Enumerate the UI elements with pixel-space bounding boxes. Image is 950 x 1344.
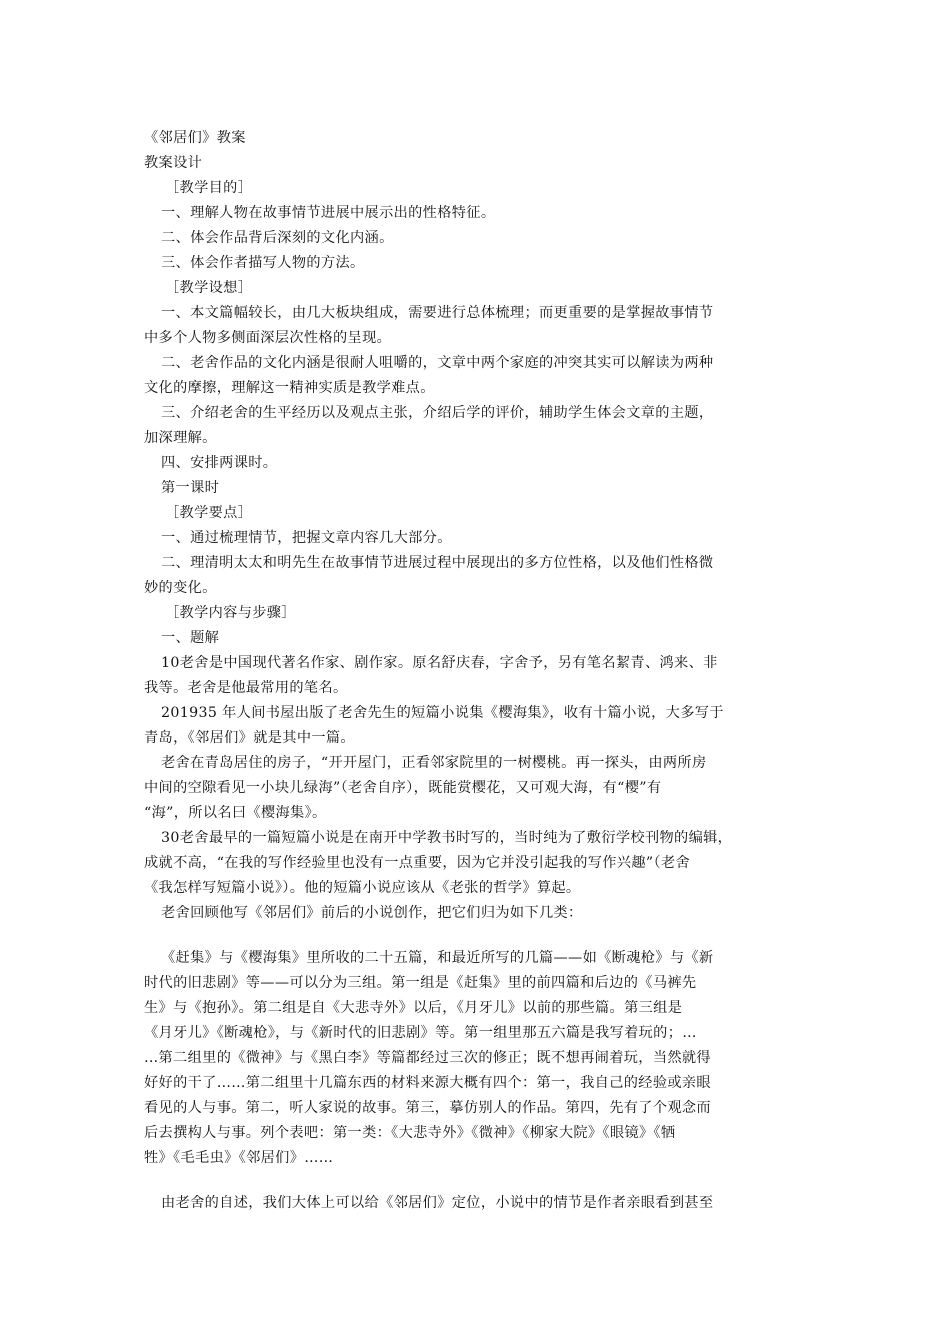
subsection-heading: ［教学设想］ xyxy=(165,280,253,296)
quote-line: 好好的干了……第二组里十几篇东西的材料来源大概有四个：第一，我自己的经验或亲眼 xyxy=(144,1075,711,1091)
paragraph-line: 一、本文篇幅较长，由几大板块组成，需要进行总体梳理；而更重要的是掌握故事情节 xyxy=(161,305,714,321)
paragraph-line: 中间的空隙看见一小块儿绿海”（老舍自序），既能赏樱花，又可观大海，有“樱”有 xyxy=(144,780,662,796)
list-item: 一、通过梳理情节，把握文章内容几大部分。 xyxy=(161,530,452,546)
list-item: 一、理解人物在故事情节进展中展示出的性格特征。 xyxy=(161,205,496,221)
paragraph-line: 成就不高，“在我的写作经验里也没有一点重要，因为它并没引起我的写作兴趣”（老舍 xyxy=(144,855,690,871)
paragraph-line: 《我怎样写短篇小说》）。他的短篇小说应该从《老张的哲学》算起。 xyxy=(144,880,581,896)
paragraph-line: 青岛，《邻居们》就是其中一篇。 xyxy=(144,730,355,746)
document-title: 《邻居们》教案 xyxy=(144,130,246,146)
list-item: 二、体会作品背后深刻的文化内涵。 xyxy=(161,230,394,246)
quote-line: 后去撰构人与事。列个表吧：第一类：《大悲寺外》《微神》《柳家大院》《眼镜》《牺 xyxy=(144,1125,676,1141)
paragraph-line: 30老舍最早的一篇短篇小说是在南开中学教书时写的，当时纯为了敷衍学校刊物的编辑， xyxy=(161,830,733,846)
paragraph-line: 加深理解。 xyxy=(144,430,217,446)
paragraph-line: 我等。老舍是他最常用的笔名。 xyxy=(144,680,348,696)
paragraph-line: “海”，所以名曰《樱海集》。 xyxy=(144,805,327,821)
quote-line: 时代的旧悲剧》等——可以分为三组。第一组是《赶集》里的前四篇和后边的《马裤先 xyxy=(144,975,697,991)
list-item: 三、体会作者描写人物的方法。 xyxy=(161,255,365,271)
list-item: 一、题解 xyxy=(161,630,220,646)
quote-line: 看见的人与事。第二，听人家说的故事。第三，摹仿别人的作品。第四，先有了个观念而 xyxy=(144,1100,711,1116)
quote-line: …第二组里的《微神》与《黑白李》等篇都经过三次的修正；既不想再闹着玩，当然就得 xyxy=(144,1050,711,1066)
quote-line: 《月牙儿》《断魂枪》，与《新时代的旧悲剧》等。第一组里那五六篇是我写着玩的；… xyxy=(144,1025,697,1041)
lesson-heading: 第一课时 xyxy=(161,480,220,496)
paragraph-line: 中多个人物多侧面深层次性格的呈现。 xyxy=(144,330,392,346)
quote-line: 生》与《抱孙》。第二组是自《大悲寺外》以后，《月牙儿》以前的那些篇。第三组是 xyxy=(144,1000,683,1016)
paragraph-line: 老舍在青岛居住的房子，“开开屋门，正看邻家院里的一树樱桃。再一探头，由两所房 xyxy=(161,755,707,771)
section-heading: 教案设计 xyxy=(144,155,203,171)
subsection-heading: ［教学内容与步骤］ xyxy=(165,605,296,621)
subsection-heading: ［教学目的］ xyxy=(165,180,253,196)
paragraph-line: 老舍回顾他写《邻居们》前后的小说创作，把它们归为如下几类： xyxy=(161,905,583,921)
paragraph-line: 妙的变化。 xyxy=(144,580,217,596)
paragraph-line: 三、介绍老舍的生平经历以及观点主张，介绍后学的评价，辅助学生体会文章的主题， xyxy=(161,405,714,421)
paragraph-line: 二、理清明太太和明先生在故事情节进展过程中展现出的多方位性格，以及他们性格微 xyxy=(161,555,714,571)
quote-line: 牲》《毛毛虫》《邻居们》…… xyxy=(144,1150,334,1166)
subsection-heading: ［教学要点］ xyxy=(165,505,253,521)
quote-line: 《赶集》与《樱海集》里所收的二十五篇，和最近所写的几篇——如《断魂枪》与《新 xyxy=(161,950,714,966)
paragraph-line: 10老舍是中国现代著名作家、剧作家。原名舒庆春，字舍予，另有笔名絜青、鸿来、非 xyxy=(161,655,718,671)
paragraph-line: 四、安排两课时。 xyxy=(161,455,278,471)
paragraph-line: 由老舍的自述，我们大体上可以给《邻居们》定位，小说中的情节是作者亲眼看到甚至 xyxy=(161,1195,714,1211)
paragraph-line: 二、老舍作品的文化内涵是很耐人咀嚼的，文章中两个家庭的冲突其实可以解读为两种 xyxy=(161,355,714,371)
paragraph-line: 文化的摩擦，理解这一精神实质是教学难点。 xyxy=(144,380,435,396)
paragraph-line: 201935 年人间书屋出版了老舍先生的短篇小说集《樱海集》，收有十篇小说，大多写于 xyxy=(161,705,724,721)
